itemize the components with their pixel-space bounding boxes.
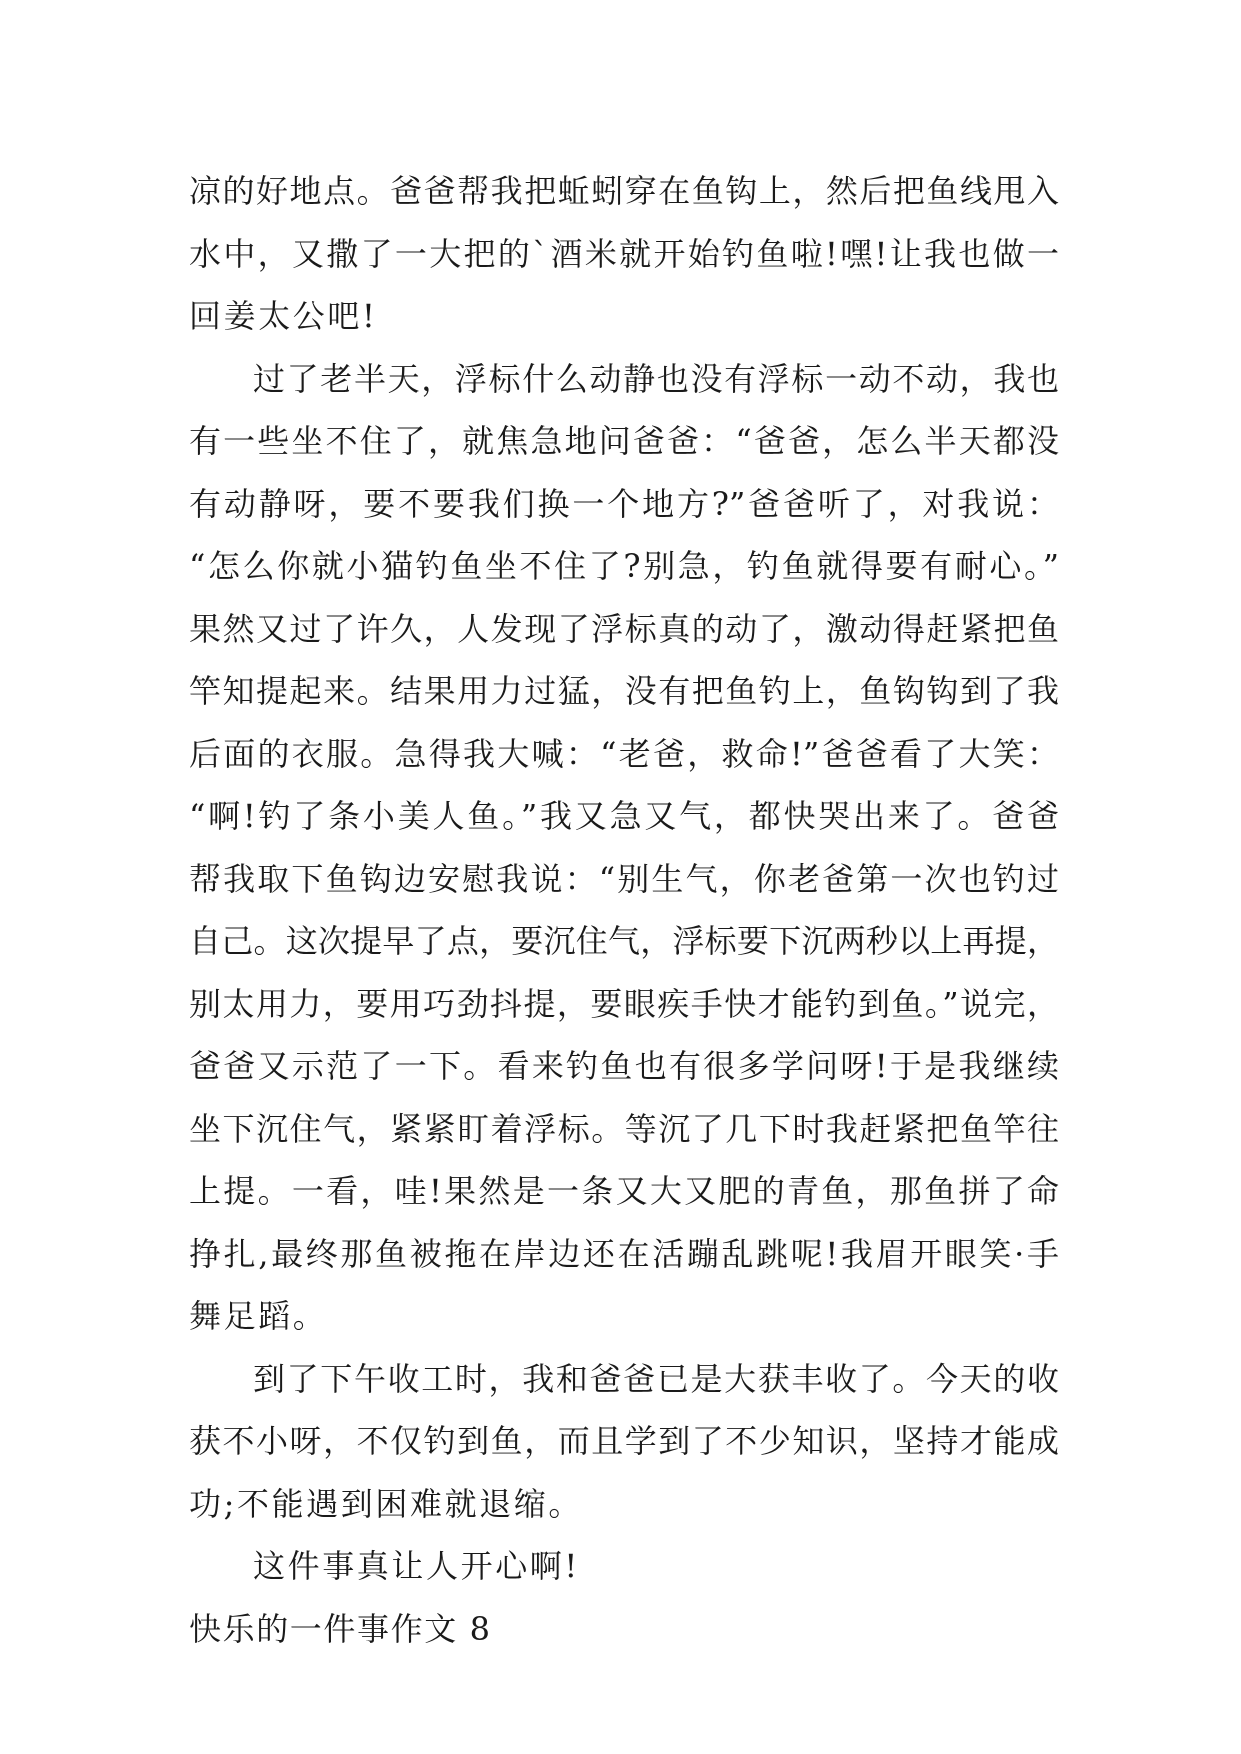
paragraph-start-line: 这件事真让人开心啊!: [253, 1547, 580, 1585]
text-line: 别太用力，要用巧劲抖提，要眼疾手快才能钓到鱼。”说完，: [189, 984, 1059, 1023]
text-line: 有动静呀，要不要我们换一个地方?”爸爸听了，对我说：: [189, 484, 1059, 523]
essay-body: [189, 160, 1059, 1660]
paragraph-start-line: 过了老半天，浮标什么动静也没有浮标一动不动，我也: [253, 359, 1059, 398]
text-line: 后面的衣服。急得我大喊：“老爸，救命!”爸爸看了大笑：: [189, 734, 1059, 773]
text-line: 挣扎,最终那鱼被拖在岸边还在活蹦乱跳呢!我眉开眼笑·手: [189, 1234, 1059, 1273]
section-heading: 快乐的一件事作文 8: [189, 1609, 492, 1648]
text-line: “啊!钓了条小美人鱼。”我又急又气，都快哭出来了。爸爸: [189, 797, 1059, 835]
text-line: 功;不能遇到困难就退缩。: [189, 1484, 583, 1523]
text-line: 坐下沉住气，紧紧盯着浮标。等沉了几下时我赶紧把鱼竿往: [189, 1109, 1059, 1148]
text-line: 自己。这次提早了点，要沉住气，浮标要下沉两秒以上再提，: [189, 922, 1059, 960]
text-line: 帮我取下鱼钩边安慰我说：“别生气，你老爸第一次也钓过: [189, 859, 1059, 898]
text-line: “怎么你就小猫钓鱼坐不住了?别急，钓鱼就得要有耐心。”: [189, 547, 1059, 585]
text-line: 竿知提起来。结果用力过猛，没有把鱼钓上，鱼钩钩到了我: [189, 672, 1059, 710]
paragraph-start-line: 到了下午收工时，我和爸爸已是大获丰收了。今天的收: [253, 1359, 1059, 1398]
text-line: 爸爸又示范了一下。看来钓鱼也有很多学问呀!于是我继续: [189, 1047, 1059, 1085]
text-line: 上提。一看，哇!果然是一条又大又肥的青鱼，那鱼拼了命: [189, 1172, 1059, 1210]
text-line: 舞足蹈。: [189, 1297, 328, 1335]
text-line: 获不小呀，不仅钓到鱼，而且学到了不少知识，坚持才能成: [189, 1422, 1059, 1460]
text-line: 凉的好地点。爸爸帮我把蚯蚓穿在鱼钩上，然后把鱼线甩入: [189, 172, 1059, 210]
text-line: 有一些坐不住了，就焦急地问爸爸：“爸爸，怎么半天都没: [189, 422, 1059, 460]
text-line: 水中，又撒了一大把的`酒米就开始钓鱼啦!嘿!让我也做一: [189, 234, 1059, 273]
text-line: 回姜太公吧!: [189, 297, 378, 335]
text-line: 果然又过了许久，人发现了浮标真的动了，激动得赶紧把鱼: [189, 609, 1059, 648]
